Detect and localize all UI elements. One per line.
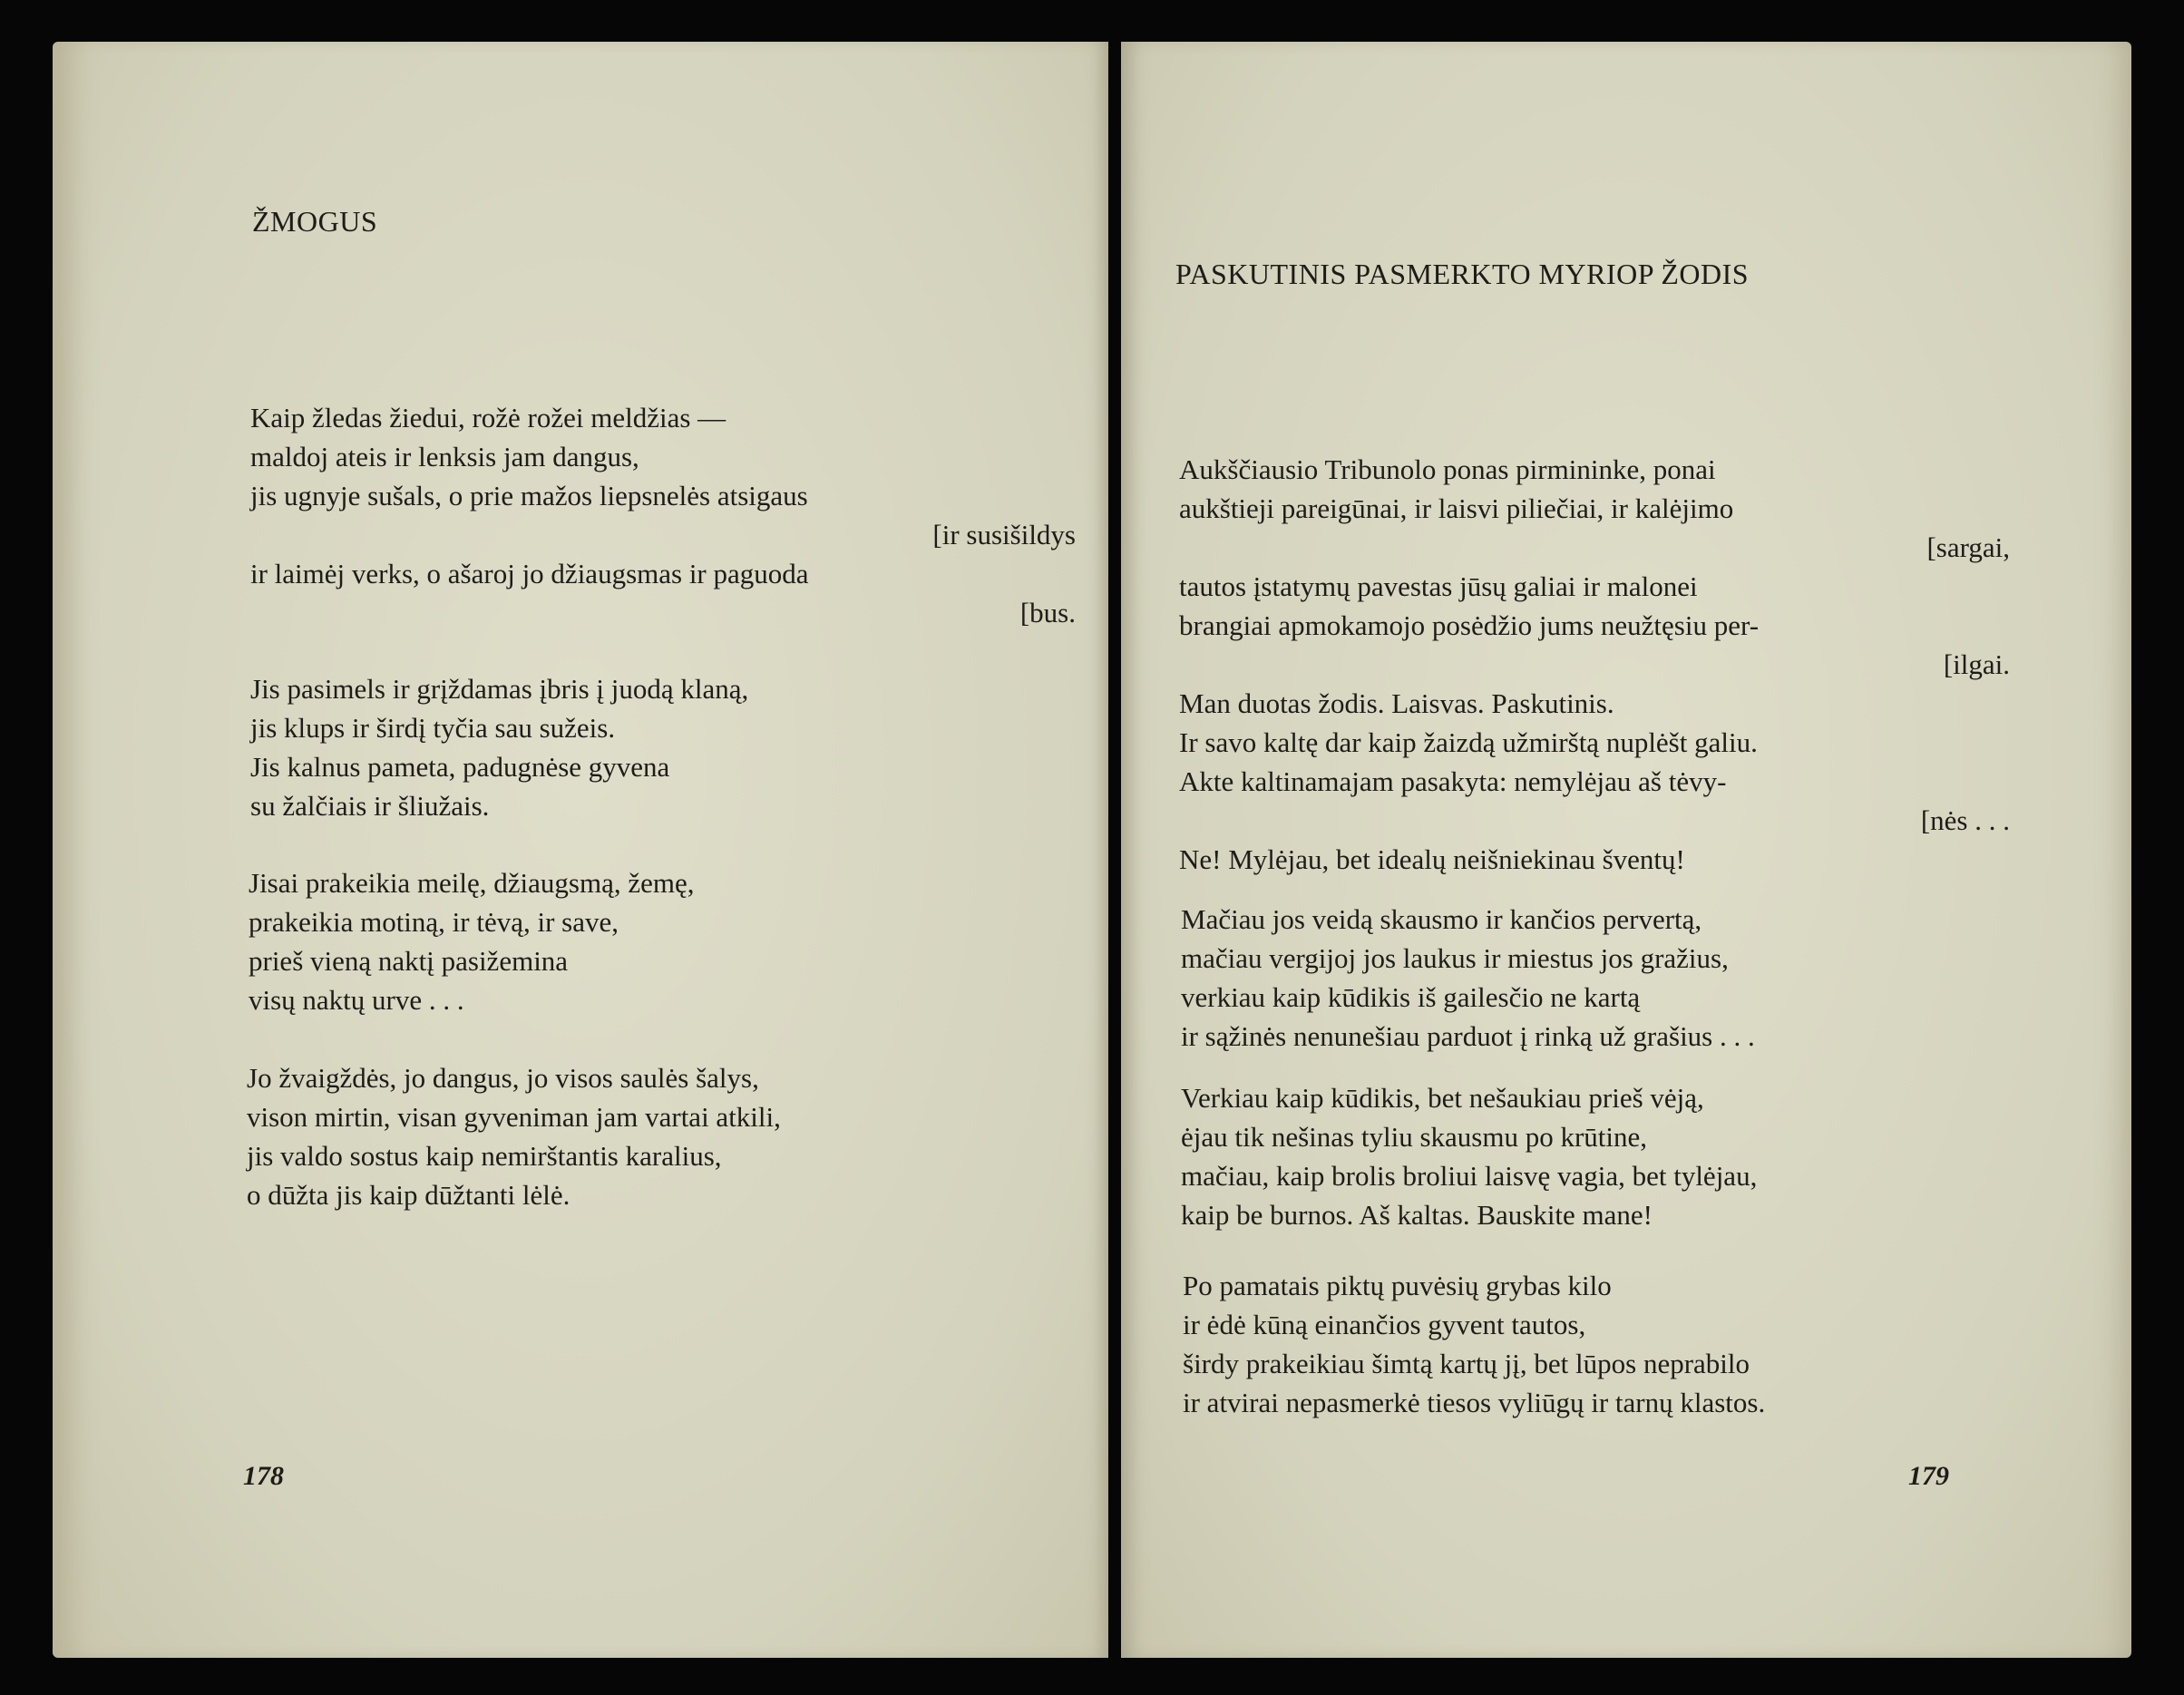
poem-line: Man duotas žodis. Laisvas. Paskutinis.	[1179, 687, 1614, 719]
poem-line: [ilgai.	[1943, 648, 2010, 680]
poem-line: tautos įstatymų pavestas jūsų galiai ir malonei	[1179, 570, 1698, 602]
poem-line: ir ėdė kūną einančios gyvent tautos,	[1183, 1309, 1586, 1340]
poem-line: Mačiau jos veidą skausmo ir kančios pervertą,	[1181, 903, 1702, 935]
poem-line: Ne! Mylėjau, bet idealų neišniekinau šventų!	[1179, 843, 1685, 875]
poem-line: o dūžta jis kaip dūžtanti lėlė.	[247, 1179, 570, 1211]
poem-line: Verkiau kaip kūdikis, bet nešaukiau prieš vėją,	[1181, 1082, 1704, 1114]
poem-line: maldoj ateis ir lenksis jam dangus,	[250, 441, 639, 472]
poem-line: verkiau kaip kūdikis iš gailesčio ne kartą	[1181, 981, 1641, 1013]
poem-title: PASKUTINIS PASMERKTO MYRIOP ŽODIS	[1175, 258, 1750, 290]
poem-line: aukštieji pareigūnai, ir laisvi piliečiai, ir kalėjimo	[1179, 492, 1734, 524]
stanza	[1179, 450, 2010, 879]
poem-line: jis klups ir širdį tyčia sau sužeis.	[250, 712, 616, 744]
stanza	[1181, 1078, 2012, 1234]
poem-line: prieš vieną naktį pasižemina	[249, 945, 569, 977]
poem-line: ir sąžinės nenunešiau parduot į rinką už grašius . . .	[1181, 1020, 1755, 1052]
poem-line: mačiau, kaip brolis broliui laisvę vagia, bet tylėjau,	[1181, 1160, 1758, 1192]
poem-line: Ir savo kaltę dar kaip žaizdą užmirštą nuplėšt galiu.	[1179, 726, 1758, 758]
poem-line: Jo žvaigždės, jo dangus, jo visos saulės šalys,	[247, 1062, 759, 1094]
poem-line: Akte kaltinamajam pasakyta: nemylėjau aš tėvy-	[1179, 765, 1727, 797]
stanza	[249, 863, 1074, 1019]
stanza	[250, 669, 1076, 825]
page-number: 178	[243, 1461, 284, 1491]
poem-line: [sargai,	[1926, 531, 2010, 563]
poem-line: vison mirtin, visan gyveniman jam vartai atkili,	[247, 1101, 781, 1133]
poem-line: kaip be burnos. Aš kaltas. Bauskite mane!	[1181, 1199, 1653, 1231]
stanza	[1181, 900, 2012, 1056]
poem-line: širdy prakeikiau šimtą kartų jį, bet lūpos neprabilo	[1183, 1348, 1750, 1379]
poem-line: ėjau tik nešinas tyliu skausmu po krūtine,	[1181, 1121, 1648, 1153]
right-page	[1121, 42, 2131, 1658]
page-number: 179	[1908, 1461, 1949, 1491]
poem-line: [nės . . .	[1920, 804, 2010, 836]
poem-line: Jis kalnus pameta, padugnėse gyvena	[250, 751, 670, 783]
poem-line: su žalčiais ir šliužais.	[250, 790, 490, 822]
poem-line: mačiau vergijoj jos laukus ir miestus jos gražius,	[1181, 942, 1729, 974]
poem-title: ŽMOGUS	[252, 205, 378, 238]
poem-line: Aukščiausio Tribunolo ponas pirmininke, ponai	[1179, 453, 1716, 485]
poem-line: ir laimėj verks, o ašaroj jo džiaugsmas ir paguoda	[250, 558, 809, 589]
poem-line: Jisai prakeikia meilę, džiaugsmą, žemę,	[249, 867, 695, 899]
poem-line: brangiai apmokamojo posėdžio jums neužtęsiu per-	[1179, 609, 1760, 641]
stanza	[1183, 1266, 2013, 1422]
stanza	[247, 1058, 1072, 1214]
poem-line: Jis pasimels ir grįždamas įbris į juodą klaną,	[250, 673, 749, 705]
poem-line: ir atvirai nepasmerkė tiesos vyliūgų ir tarnų klastos.	[1183, 1387, 1766, 1418]
poem-line: Po pamatais piktų puvėsių grybas kilo	[1183, 1270, 1612, 1301]
poem-line: jis ugnyje sušals, o prie mažos liepsnelės atsigaus	[250, 480, 808, 511]
poem-line: Kaip žledas žiedui, rožė rožei meldžias —	[250, 402, 726, 433]
poem-line: [bus.	[1019, 597, 1076, 628]
stanza	[250, 398, 1076, 632]
poem-line: visų naktų urve . . .	[249, 984, 464, 1016]
poem-line: [ir susišildys	[932, 519, 1076, 550]
poem-line: jis valdo sostus kaip nemirštantis karalius,	[247, 1140, 722, 1172]
poem-line: prakeikia motiną, ir tėvą, ir save,	[249, 906, 619, 938]
left-page	[53, 42, 1108, 1658]
